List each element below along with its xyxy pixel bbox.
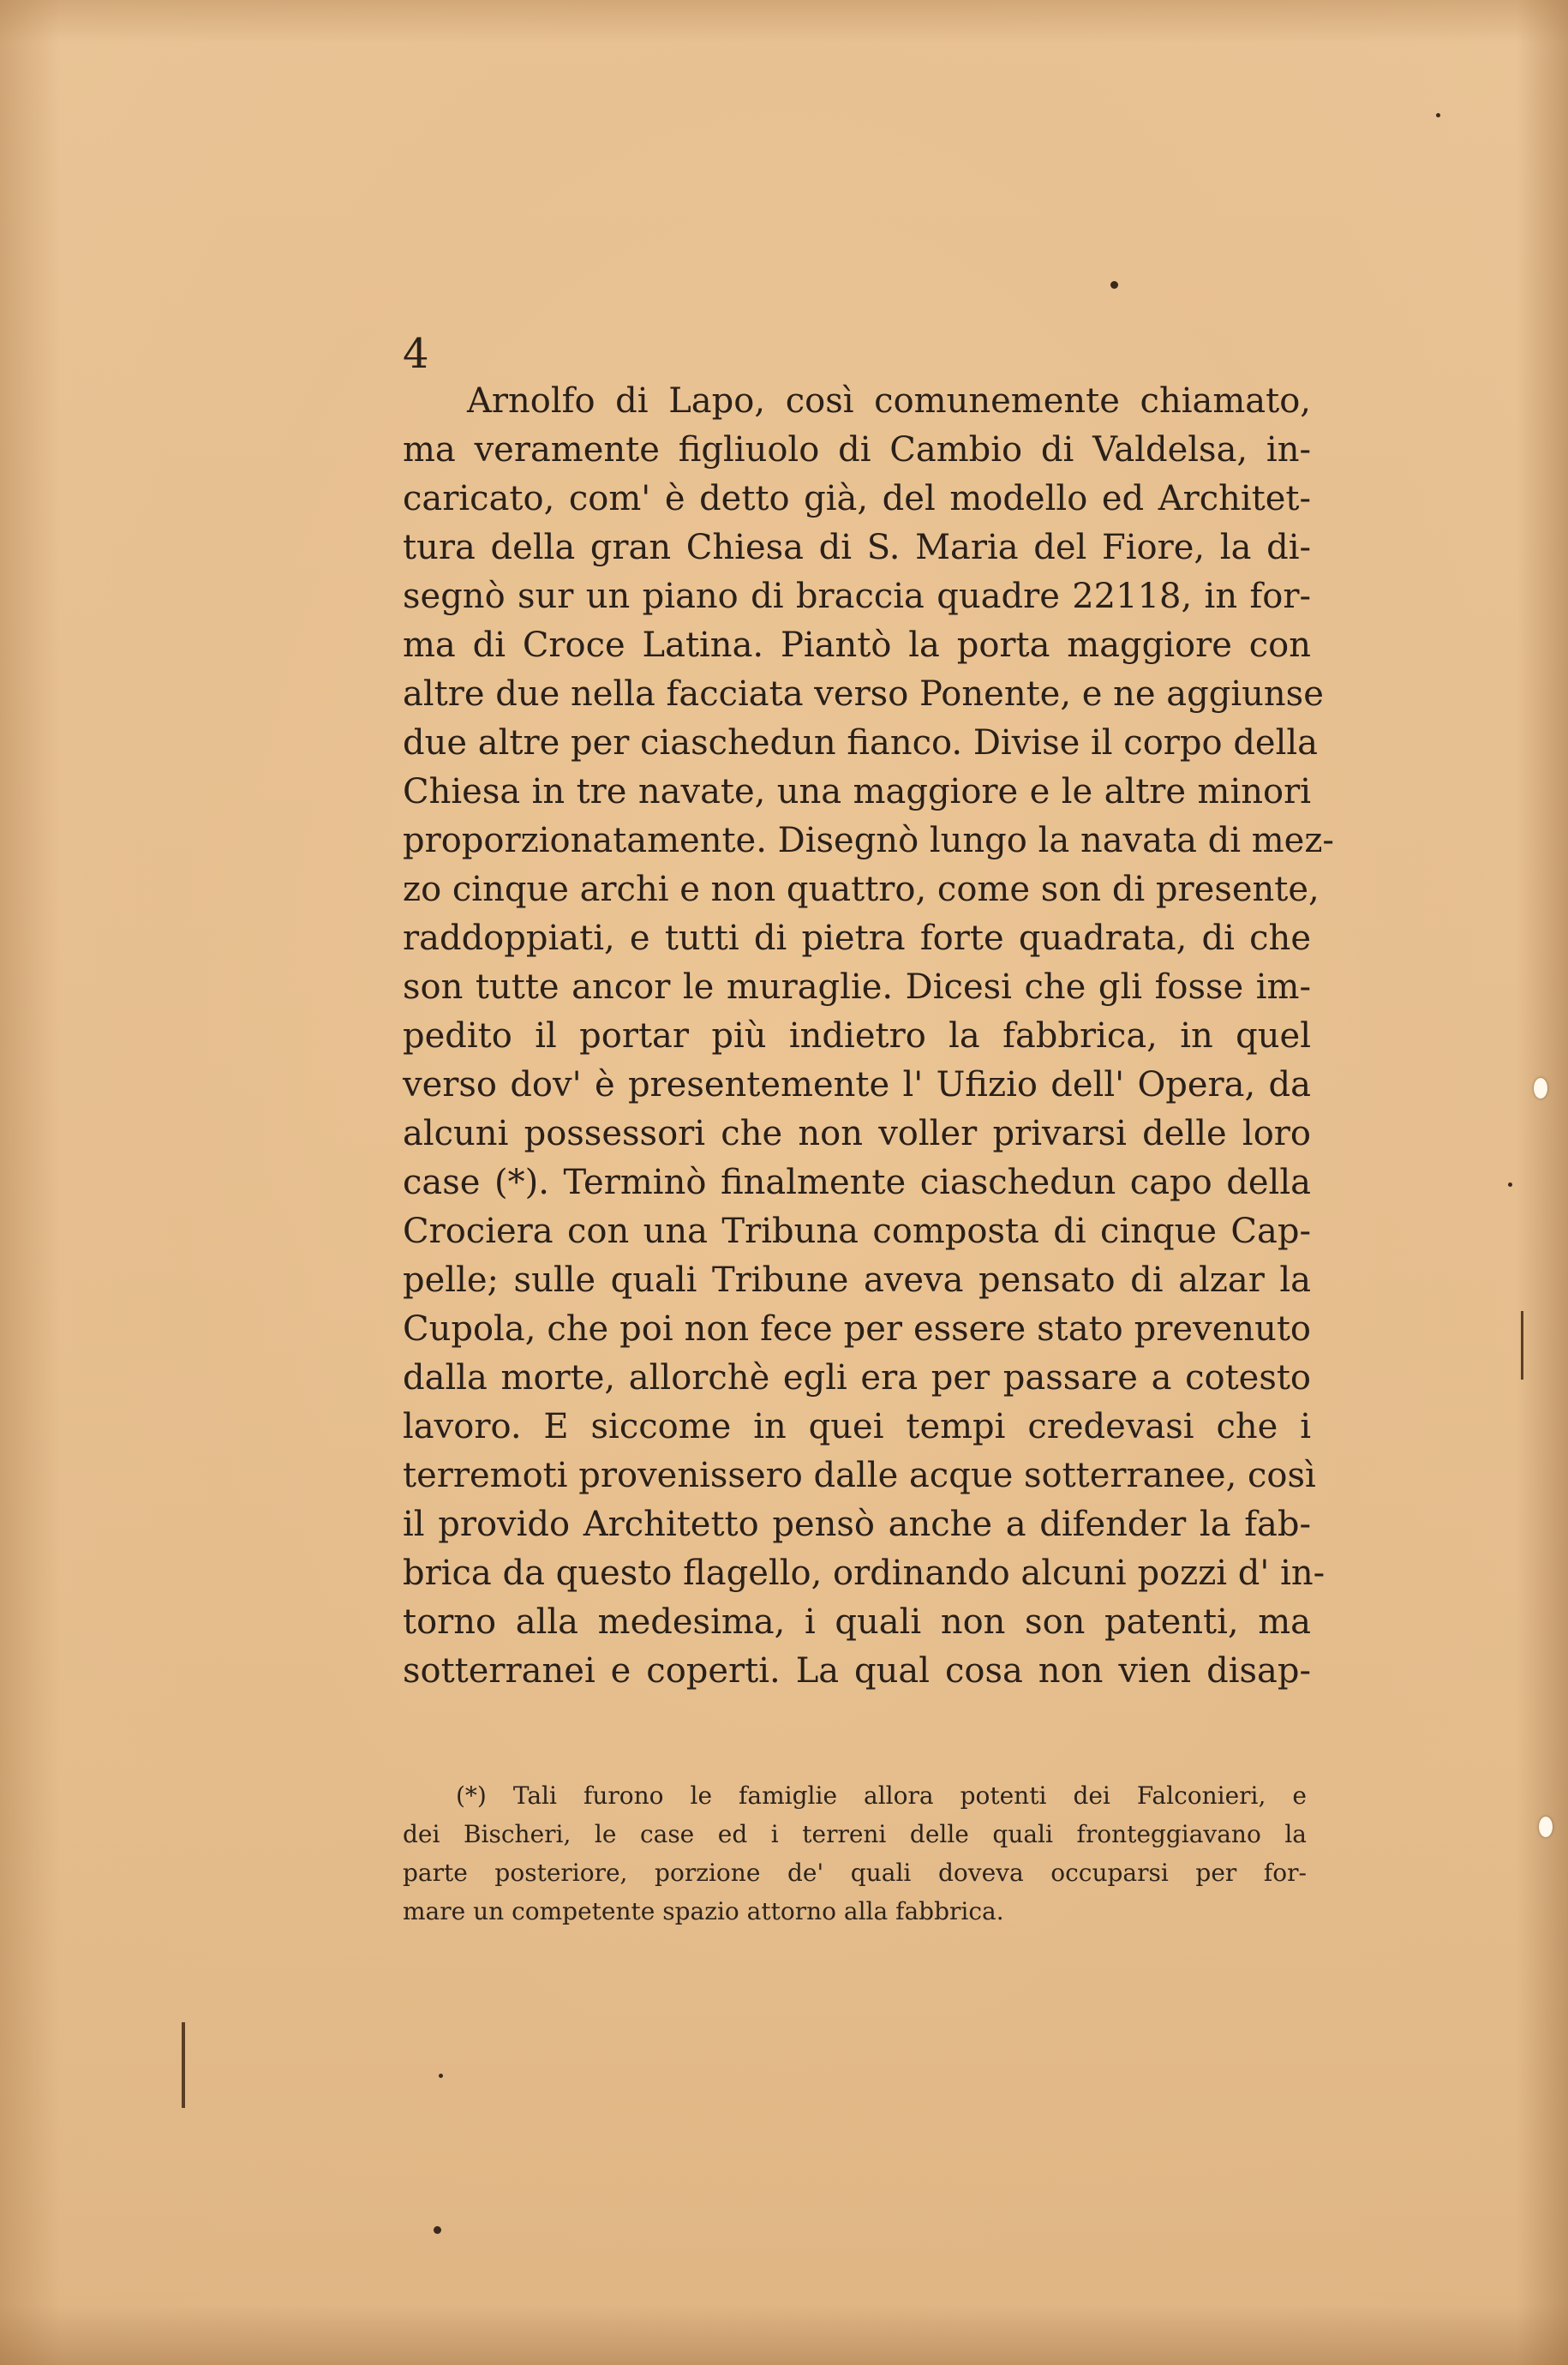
footnote-line: mare un competente spazio attorno alla fabbrica. (403, 1897, 1004, 1925)
text-line: terremoti provenissero dalle acque sotterranee, così (403, 1456, 1316, 1495)
text-line: il provido Architetto pensò anche a difender la fab- (403, 1505, 1311, 1544)
footnote (403, 1776, 1307, 1931)
text-line: pelle; sulle quali Tribune aveva pensato di alzar la (403, 1260, 1311, 1300)
footnote-line: (*) Tali furono le famiglie allora potenti dei Falconieri, e (456, 1781, 1307, 1810)
text-line: Cupola, che poi non fece per essere stato prevenuto (403, 1309, 1311, 1349)
text-line: lavoro. E siccome in quei tempi credevasi che i (403, 1407, 1311, 1446)
ink-speck (439, 2074, 443, 2078)
page-edge-shadow-top (0, 0, 1568, 43)
footnote-line: dei Bischeri, le case ed i terreni delle quali fronteggiavano la (403, 1820, 1307, 1848)
text-line: proporzionatamente. Disegnò lungo la navata di mez- (403, 821, 1334, 860)
text-line: Chiesa in tre navate, una maggiore e le altre minori (403, 772, 1311, 811)
binding-mark (182, 2022, 185, 2108)
text-line: caricato, com' è detto già, del modello ed Architet- (403, 479, 1311, 518)
text-line: son tutte ancor le muraglie. Dicesi che gli fosse im- (403, 967, 1311, 1007)
text-line: torno alla medesima, i quali non son patenti, ma (403, 1602, 1311, 1642)
text-line: tura della gran Chiesa di S. Maria del Fiore, la di- (403, 528, 1311, 567)
text-line: Arnolfo di Lapo, così comunemente chiamato, (467, 381, 1311, 421)
text-line: pedito il portar più indietro la fabbrica, in quel (403, 1016, 1311, 1056)
text-line: ma veramente figliuolo di Cambio di Valdelsa, in- (403, 430, 1311, 470)
text-line: dalla morte, allorchè egli era per passare a cotesto (403, 1358, 1311, 1398)
ink-speck (1508, 1182, 1512, 1187)
page-edge-shadow-left (0, 0, 60, 2365)
text-line: brica da questo flagello, ordinando alcuni pozzi d' in- (403, 1554, 1326, 1593)
binding-mark (1521, 1311, 1523, 1380)
page-edge-shadow-right (1517, 0, 1568, 2365)
paper-hole (1534, 1078, 1547, 1099)
text-line: segnò sur un piano di braccia quadre 22118, in for- (403, 577, 1311, 616)
text-line: sotterranei e coperti. La qual cosa non vien disap- (403, 1651, 1311, 1691)
text-line: raddoppiati, e tutti di pietra forte quadrata, di che (403, 919, 1311, 958)
paper-hole (1539, 1817, 1553, 1837)
body-text (403, 377, 1334, 1696)
text-line: altre due nella facciata verso Ponente, e ne aggiunse (403, 674, 1324, 714)
page-edge-shadow-bottom (0, 2305, 1568, 2365)
text-line: Crociera con una Tribuna composta di cinque Cap- (403, 1212, 1311, 1251)
page-number: 4 (403, 330, 429, 378)
footnote-line: parte posteriore, porzione de' quali doveva occuparsi per for- (403, 1859, 1307, 1887)
text-line: alcuni possessori che non voller privarsi delle loro (403, 1114, 1311, 1153)
text-line: verso dov' è presentemente l' Ufizio dell' Opera, da (403, 1065, 1311, 1105)
text-line: due altre per ciaschedun fianco. Divise il corpo della (403, 723, 1319, 763)
text-line: case (*). Terminò finalmente ciaschedun capo della (403, 1163, 1311, 1202)
text-line: ma di Croce Latina. Piantò la porta maggiore con (403, 626, 1311, 665)
text-line: zo cinque archi e non quattro, come son di presente, (403, 870, 1320, 909)
ink-speck (1436, 113, 1440, 117)
ink-speck (434, 2226, 441, 2234)
ink-speck (1110, 281, 1118, 289)
